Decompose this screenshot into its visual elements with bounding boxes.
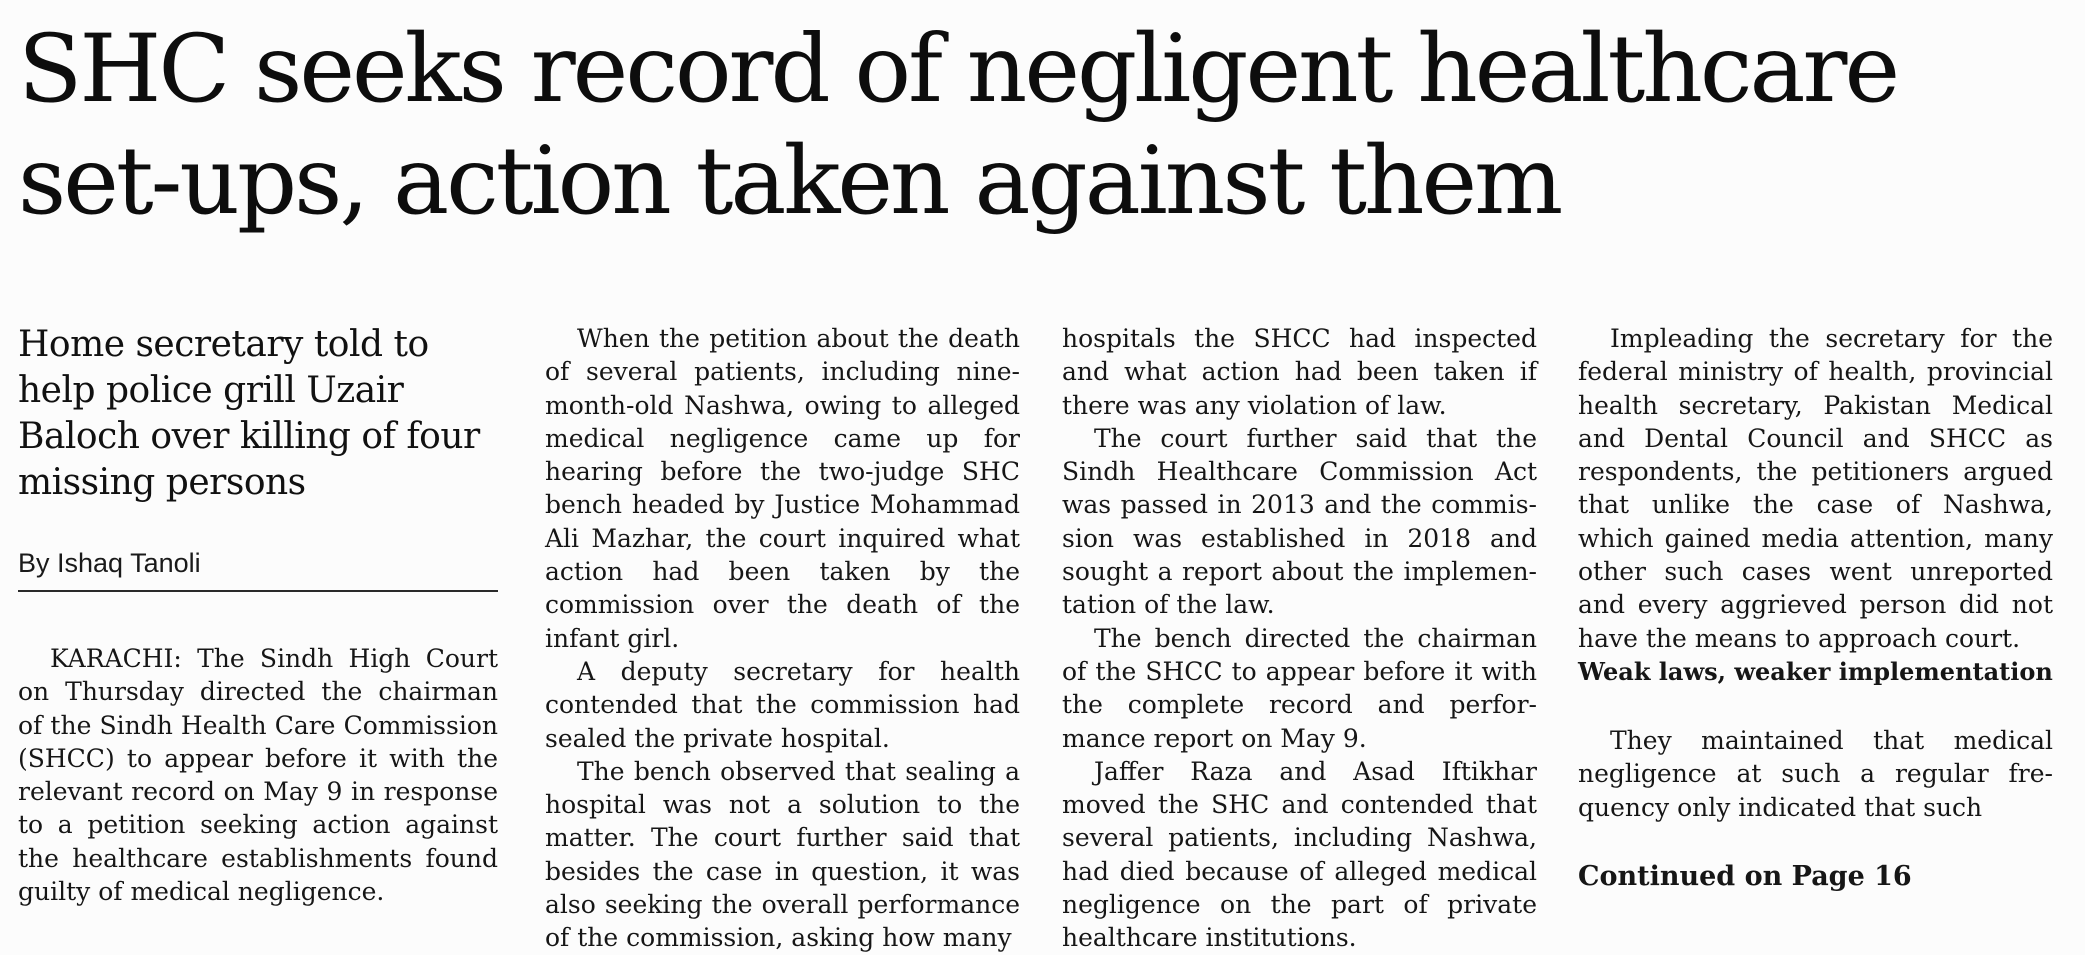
headline-line-2: set-ups, action taken against them: [18, 127, 1561, 236]
paragraph: The bench observed that sealing a hospital was not a solution to the matter. The court further said that besides the case in question, it was also seeking the overall performance of the commission, asking how many: [545, 756, 1020, 953]
paragraph: hospitals the SHCC had inspected and what action had been taken if there was any violation of law.: [1062, 324, 1537, 420]
column-1-body: [18, 642, 498, 908]
article-column-4: [1578, 322, 2053, 893]
paragraph: Jaffer Raza and Asad Iftikhar moved the SHC and contended that several patients, including Nashwa, had died because of alleged medical negligence on the part of private healthcare institutions.: [1062, 756, 1537, 953]
crosshead: Weak laws, weaker implementation: [1578, 656, 2053, 686]
article-column-2: [545, 322, 1020, 955]
paragraph: A deputy secretary for health contended that the commission had sealed the private hospital.: [545, 656, 1020, 753]
article-column-1: [18, 322, 498, 908]
paragraph: The court further said that the Sindh Healthcare Commission Act was passed in 2013 and the commission was established in 2018 and sought a report about the implementation of the law.: [1062, 423, 1537, 620]
paragraph: Impleading the secretary for the federal ministry of health, provincial health secretary, Pakistan Medical and Dental Council and SHCC as respondents, the petitioners argued that unlike the case of Nashwa, which gained media attention, many other such cases went unreported and every aggrieved person did not have the means to approach court.: [1578, 324, 2053, 653]
paragraph: When the petition about the death of several patients, including nine-month-old Nashwa, owing to alleged medical negligence came up for hearing before the two-judge SHC bench headed by Justice Mohammad Ali Mazhar, the court inquired what action had been taken by the commission over the death of the infant girl.: [545, 324, 1020, 653]
subheadline: Home secretary told to help police grill Uzair Baloch over killing of four missing persons: [18, 324, 480, 503]
headline-line-1: SHC seeks record of negligent healthcare: [18, 15, 1898, 124]
byline: By Ishaq Tanoli: [18, 546, 498, 592]
paragraph: KARACHI: The Sindh High Court on Thursday directed the chairman of the Sindh Health Care Commission (SHCC) to appear before it with the relevant record on May 9 in response to a petition seeking action against the healthcare establishments found guilty of medical negligence.: [18, 644, 498, 907]
paragraph: The bench directed the chairman of the SHCC to appear before it with the complete record and performance report on May 9.: [1062, 623, 1537, 753]
paragraph: They maintained that medical negligence at such a regular frequency only indicated that such: [1578, 725, 2053, 822]
article-column-3: [1062, 322, 1537, 955]
continued-on-page-link[interactable]: Continued on Page 16: [1578, 860, 1912, 892]
headline: [18, 14, 2068, 238]
